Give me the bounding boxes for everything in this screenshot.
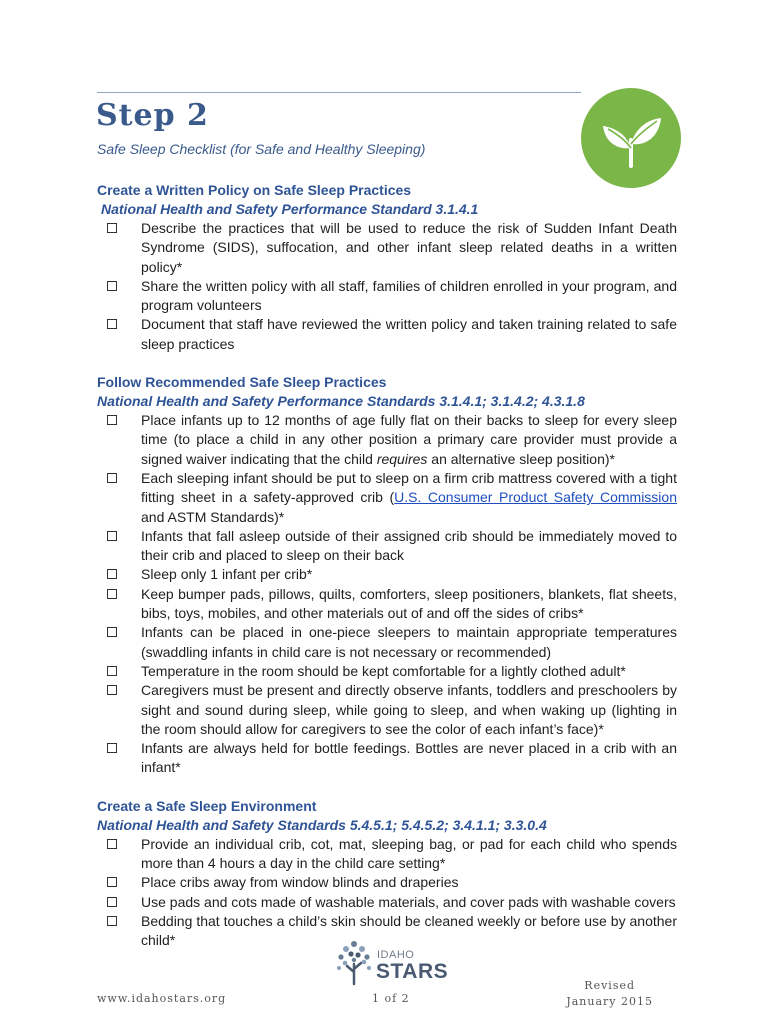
tree-icon — [334, 938, 374, 986]
header-rule — [97, 92, 581, 93]
checklist-item — [97, 585, 677, 624]
footer-website: www.idahostars.org — [97, 992, 227, 1005]
item-text: Infants that fall asleep outside of their assigned crib should be immediately moved to their crib and placed to sleep on their back — [141, 527, 677, 564]
item-text: Caregivers must be present and directly observe infants, toddlers and preschoolers by sight and sound during sleep, while going to sleep, and when waking up (lighting in the room should allow for caregivers to see the color of each infant’s face)* — [141, 682, 677, 737]
checkbox[interactable] — [107, 897, 117, 907]
checklist-item — [97, 681, 677, 739]
footer-page-number: 1 of 2 — [372, 992, 410, 1005]
checklist-item — [97, 469, 677, 527]
item-text: Infants are always held for bottle feedings. Bottles are never placed in a crib with an infant* — [141, 740, 677, 776]
checkbox[interactable] — [107, 589, 117, 599]
page-subtitle: Safe Sleep Checklist (for Safe and Healthy Sleeping) — [97, 141, 426, 157]
checklist-item — [97, 565, 677, 584]
checklist-item — [97, 893, 677, 912]
checklist-item — [97, 315, 677, 354]
item-text: Place cribs away from window blinds and draperies — [141, 874, 459, 891]
checklist-item — [97, 277, 677, 316]
checkbox[interactable] — [107, 569, 117, 579]
checklist-item — [97, 623, 677, 662]
checklist-item — [97, 411, 677, 469]
section-heading: Create a Safe Sleep Environment — [97, 797, 317, 814]
section-written-policy — [97, 181, 677, 354]
item-text: Sleep only 1 infant per crib* — [141, 566, 313, 583]
checkbox[interactable] — [107, 531, 117, 541]
page-title: Step 2 — [96, 98, 209, 133]
idaho-stars-logo — [334, 938, 449, 986]
item-text: Temperature in the room should be kept comfortable for a lightly clothed adult* — [141, 662, 626, 679]
checklist-item — [97, 835, 677, 874]
checkbox[interactable] — [107, 666, 117, 676]
item-emphasis: requires — [376, 450, 428, 467]
section-standard: National Health and Safety Performance Standard 3.1.4.1 — [101, 201, 479, 217]
footer-revised — [566, 978, 653, 1010]
checkbox[interactable] — [107, 685, 117, 695]
logo-text-stars: STARS — [376, 960, 449, 983]
checkbox[interactable] — [107, 223, 117, 233]
logo-text-idaho: IDAHO — [377, 949, 415, 961]
item-text: Use pads and cots made of washable materials, and cover pads with washable covers — [141, 893, 676, 910]
section-safe-sleep-practices — [97, 373, 677, 778]
checkbox[interactable] — [107, 839, 117, 849]
checklist-content — [97, 181, 677, 970]
item-text: Describe the practices that will be used to reduce the risk of Sudden Infant Death Syndrome (SIDS), suffocation, and other infant sleep related deaths in a written policy* — [141, 220, 677, 275]
checkbox[interactable] — [107, 916, 117, 926]
section-safe-sleep-environment — [97, 797, 677, 951]
section-heading: Create a Written Policy on Safe Sleep Practices — [97, 182, 412, 198]
item-text: Keep bumper pads, pillows, quilts, comforters, sleep positioners, blankets, flat sheets, bibs, toys, mobiles, and other materials out of and off the sides of cribs* — [141, 585, 677, 622]
item-text — [141, 411, 677, 469]
section-heading: Follow Recommended Safe Sleep Practices — [97, 374, 387, 391]
checklist-item — [97, 662, 677, 681]
checklist-item — [97, 873, 677, 892]
revised-date: January 2015 — [566, 995, 653, 1008]
sprout-icon — [581, 88, 681, 188]
item-text: Infants can be placed in one-piece sleepers to maintain appropriate temperatures (swaddling infants in child care is not necessary or recommended) — [141, 624, 677, 660]
checklist — [97, 219, 677, 354]
item-text-part: an alternative sleep position)* — [427, 450, 615, 467]
checklist — [97, 411, 677, 778]
checkbox[interactable] — [107, 877, 117, 887]
section-standard: National Health and Safety Performance Standards 3.1.4.1; 3.1.4.2; 4.3.1.8 — [97, 393, 585, 410]
checklist-item — [97, 219, 677, 277]
checklist-item — [97, 739, 677, 778]
checkbox[interactable] — [107, 473, 117, 483]
item-text: Provide an individual crib, cot, mat, sleeping bag, or pad for each child who spends more than 4 hours a day in the child care setting* — [141, 835, 677, 872]
checkbox[interactable] — [107, 627, 117, 637]
item-text-part: Place infants up to 12 months of age fully flat on their backs to sleep for every sleep time (to place a child in any other position a primary care provider must provide a signed waiver indicating that the child — [141, 412, 677, 467]
checkbox[interactable] — [107, 281, 117, 291]
item-text: Share the written policy with all staff, families of children enrolled in your program, and program volunteers — [141, 277, 677, 314]
checkbox[interactable] — [107, 415, 117, 425]
cpsc-link[interactable]: U.S. Consumer Product Safety Commission — [394, 489, 677, 506]
item-text: Bedding that touches a child’s skin should be cleaned weekly or before use by another child* — [141, 912, 677, 949]
item-text: Document that staff have reviewed the written policy and taken training related to safe sleep practices — [141, 316, 677, 352]
item-text-part: Each sleeping infant should be put to sleep on a firm crib mattress covered with a tight fitting sheet in a safety-approved crib ( — [141, 469, 677, 506]
item-text — [141, 469, 677, 527]
revised-label: Revised — [584, 979, 636, 992]
checkbox[interactable] — [107, 743, 117, 753]
checkbox[interactable] — [107, 319, 117, 329]
checklist-item — [97, 527, 677, 566]
checklist — [97, 835, 677, 951]
section-standard: National Health and Safety Standards 5.4.5.1; 5.4.5.2; 3.4.1.1; 3.3.0.4 — [97, 816, 547, 833]
leaf-badge — [581, 88, 681, 188]
item-text-part: and ASTM Standards)* — [141, 508, 285, 525]
